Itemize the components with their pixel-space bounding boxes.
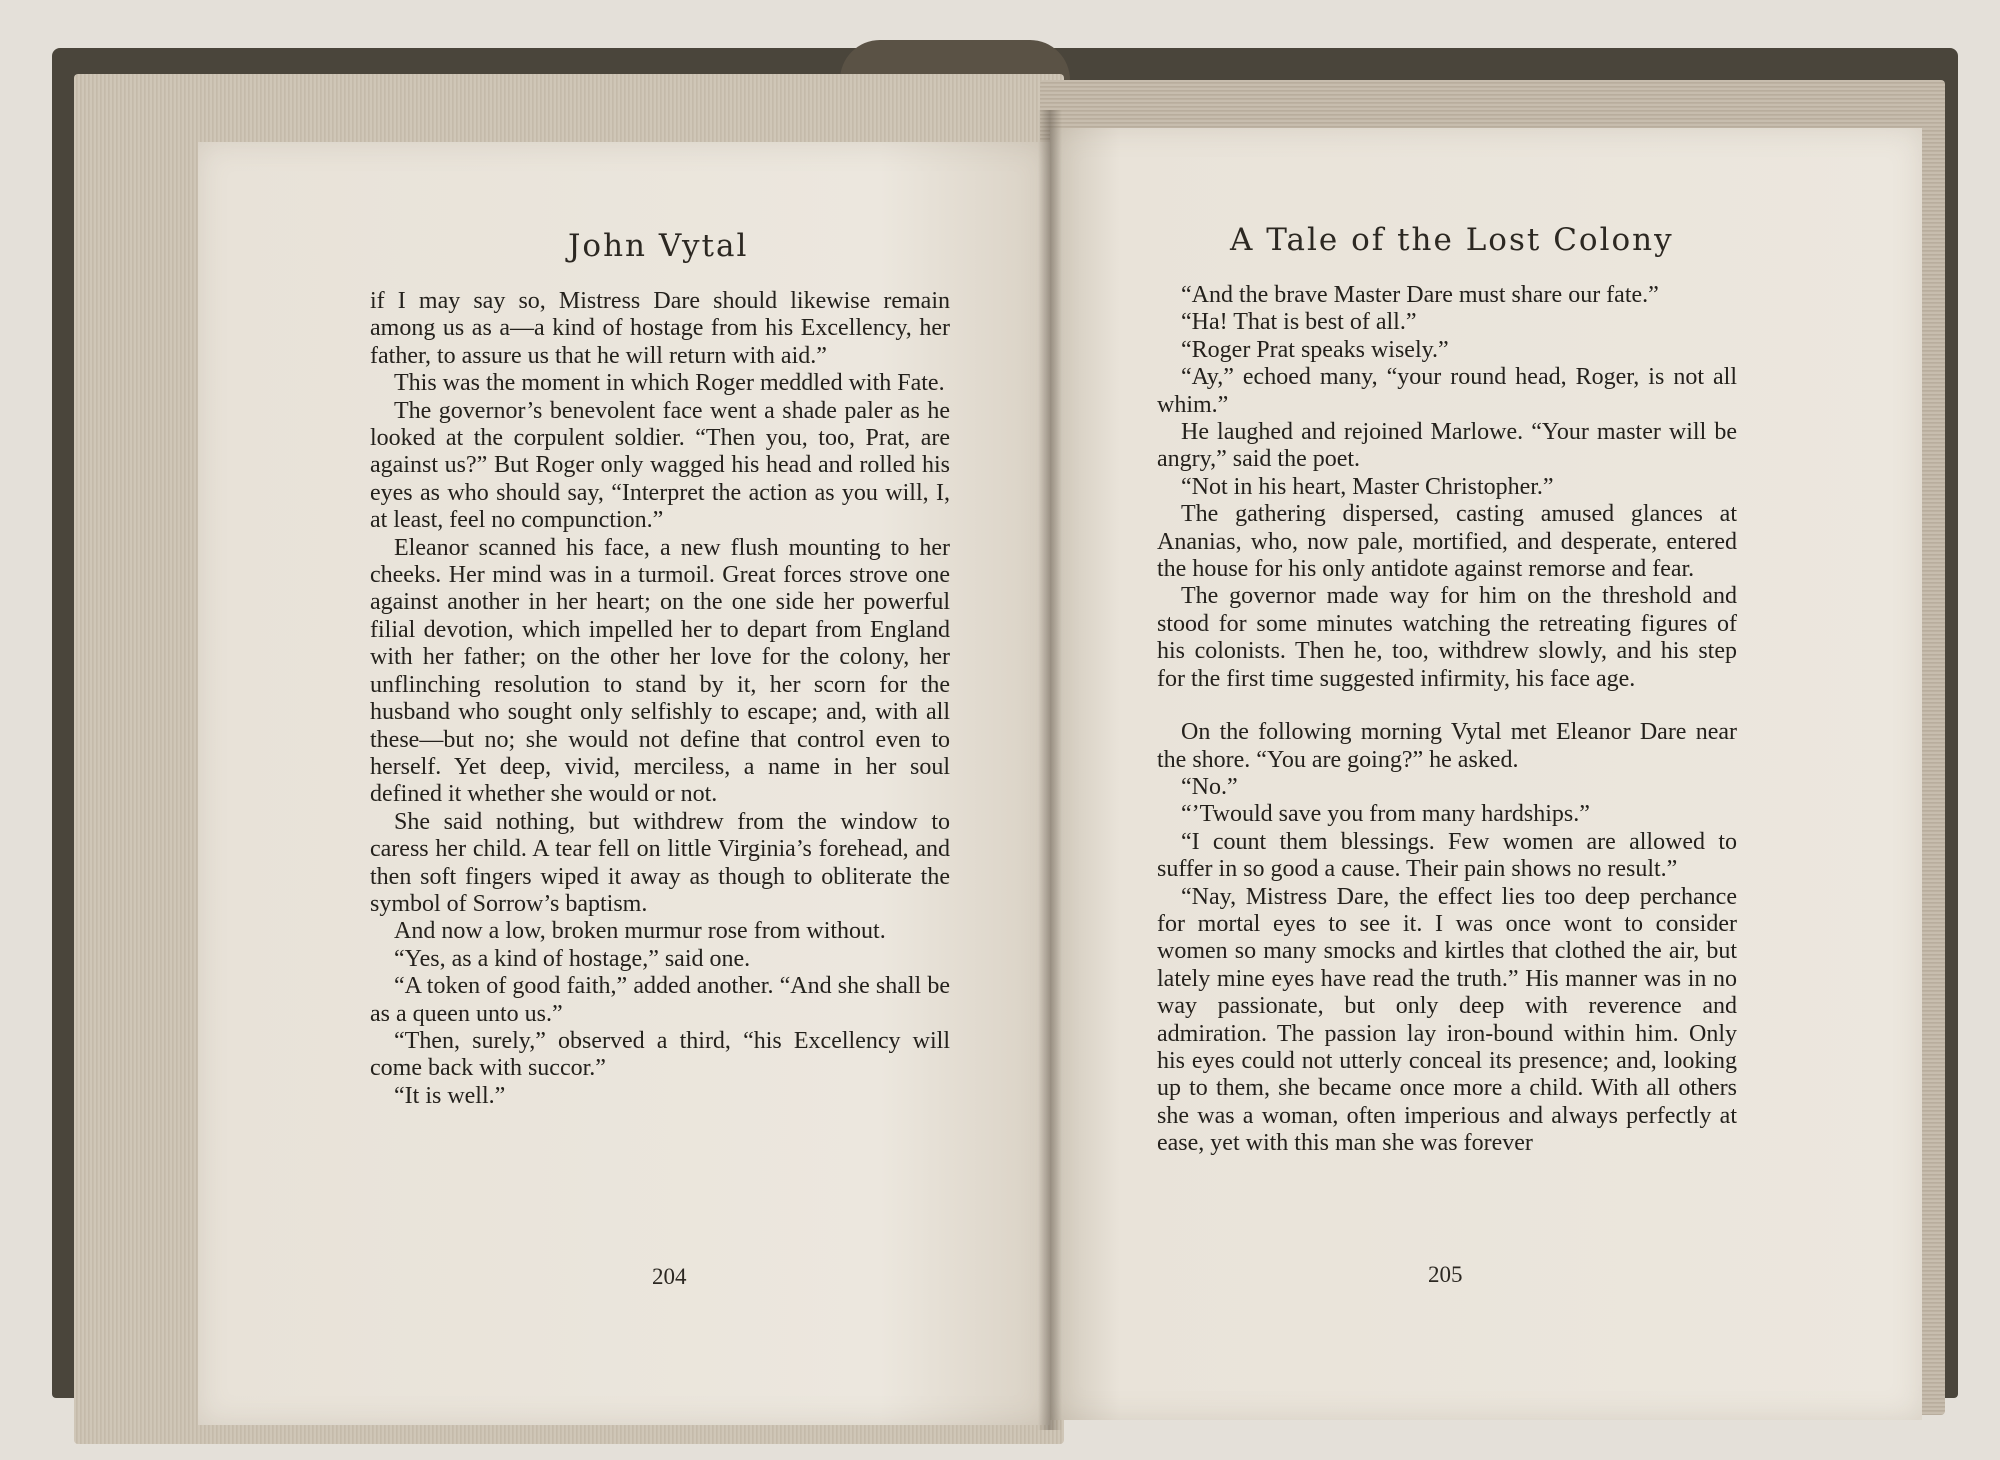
paragraph: “I count them blessings. Few women are allowed to suffer in so good a cause. Their pain shows no result.”	[1157, 828, 1737, 883]
paragraph: The gathering dispersed, casting amused glances at Ananias, who, now pale, mortified, and desperate, entered the house for his only antidote against remorse and fear.	[1157, 501, 1737, 583]
paragraph: On the following morning Vytal met Eleanor Dare near the shore. “You are going?” he asked.	[1157, 719, 1737, 773]
paragraph: “And the brave Master Dare must share our fate.”	[1181, 282, 1659, 308]
right-page-text	[1157, 282, 1737, 1158]
paragraph: “It is well.”	[394, 1082, 506, 1109]
paragraph: if I may say so, Mistress Dare should likewise remain among us as a—a kind of hostage from his Excellency, her father, to assure us that he will return with aid.”	[370, 288, 950, 369]
paragraph: “Ay,” echoed many, “your round head, Roger, is not all whim.”	[1157, 364, 1737, 418]
paragraph: “Roger Prat speaks wisely.”	[1181, 336, 1449, 363]
book-gutter	[1038, 110, 1062, 1430]
paragraph: “Yes, as a kind of hostage,” said one.	[394, 945, 751, 972]
paragraph: “No.”	[1181, 773, 1238, 800]
paragraph: “Ha! That is best of all.”	[1181, 309, 1417, 336]
right-page-number: 205	[1428, 1262, 1463, 1287]
paragraph: “Then, surely,” observed a third, “his Excellency will come back with succor.”	[370, 1027, 950, 1082]
paragraph: This was the moment in which Roger meddled with Fate.	[394, 370, 945, 397]
paragraph: “Not in his heart, Master Christopher.”	[1181, 473, 1554, 500]
right-running-header: A Tale of the Lost Colony	[1230, 222, 1674, 258]
paragraph: The governor’s benevolent face went a shade paler as he looked at the corpulent soldier. “Then you, too, Prat, are against us?” But Roger only wagged his head and rolled his eyes as who should say, “Interpret the action as you will, I, at least, feel no compunction.”	[370, 397, 950, 534]
left-page-number: 204	[652, 1264, 687, 1289]
paragraph: “Nay, Mistress Dare, the effect lies too deep perchance for mortal eyes to see it. I was once wont to consider women so many smocks and kirtles that clothed the air, but lately mine eyes have read the truth.” His manner was in no way passionate, but only deep with reverence and admiration. The passion lay iron-bound within him. Only his eyes could not utterly conceal its presence; and, looking up to them, she became once more a child. With all others she was a woman, often imperious and always perfectly at ease, yet with this man she was forever	[1157, 883, 1737, 1157]
left-page-text	[370, 288, 950, 1110]
paragraph: And now a low, broken murmur rose from without.	[394, 918, 886, 945]
paragraph: He laughed and rejoined Marlowe. “Your master will be angry,” said the poet.	[1157, 419, 1737, 473]
paragraph: The governor made way for him on the threshold and stood for some minutes watching the retreating figures of his colonists. Then he, too, withdrew slowly, and his step for the first time suggested infirmity, his face age.	[1157, 583, 1737, 692]
paragraph: Eleanor scanned his face, a new flush mounting to her cheeks. Her mind was in a turmoil. Great forces strove one against another in her heart; on the one side her powerful filial devotion, which impelled her to depart from England with her father; on the other her love for the colony, her unflinching resolution to stand by it, her scorn for the husband who sought only selfishly to escape; and, with all these—but no; she would not define that control even to herself. Yet deep, vivid, merciless, a name in her soul defined it whether she would or not.	[370, 534, 950, 808]
left-running-header: John Vytal	[568, 228, 749, 264]
paragraph: She said nothing, but withdrew from the window to caress her child. A tear fell on little Virginia’s forehead, and then soft fingers wiped it away as though to obliterate the symbol of Sorrow’s baptism.	[370, 808, 950, 917]
paragraph: “’Twould save you from many hardships.”	[1181, 801, 1590, 828]
section-break	[1157, 693, 1737, 719]
paragraph: “A token of good faith,” added another. “And she shall be as a queen unto us.”	[370, 973, 950, 1027]
